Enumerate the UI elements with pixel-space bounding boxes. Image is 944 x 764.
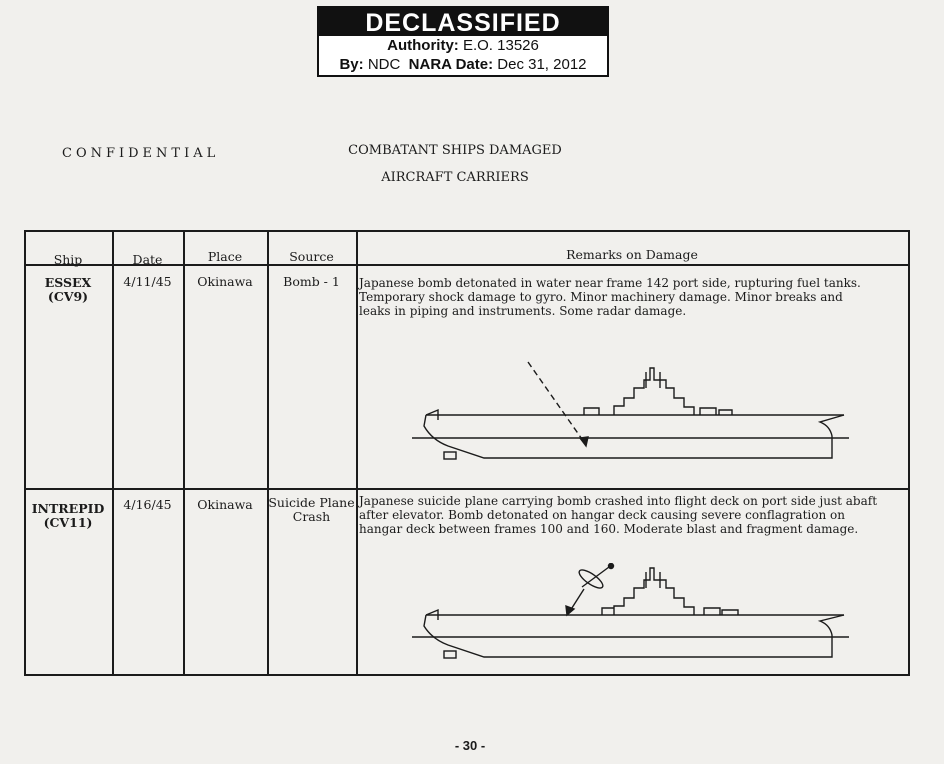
col-divider-remarks: [356, 230, 358, 676]
ship-hull-number: (CV11): [43, 515, 93, 530]
table-right-rule: [908, 230, 910, 676]
remarks-line: leaks in piping and instruments. Some radar damage.: [359, 304, 687, 318]
page-subtitle: AIRCRAFT CARRIERS: [381, 170, 529, 185]
col-divider-place: [183, 230, 185, 676]
damage-table: [24, 230, 910, 676]
damage-source-cont: Crash: [292, 509, 331, 524]
ship-name: INTREPID: [31, 501, 105, 516]
stamp-by-value: NDC: [367, 56, 401, 73]
damage-source: Bomb - 1: [283, 274, 340, 289]
stamp-title: DECLASSIFIED: [319, 8, 607, 36]
stamp-by-line: [319, 55, 607, 74]
remarks-line: Temporary shock damage to gyro. Minor machinery damage. Minor breaks and: [359, 290, 843, 304]
remarks-line: Japanese bomb detonated in water near frame 142 port side, rupturing fuel tanks.: [359, 276, 861, 290]
header-remarks: Remarks on Damage: [566, 247, 698, 262]
page-number: - 30 -: [454, 738, 486, 753]
table-top-rule: [24, 230, 910, 232]
page-title: COMBATANT SHIPS DAMAGED: [348, 143, 562, 158]
stamp-authority-line: [319, 36, 607, 55]
remarks-line: Japanese suicide plane carrying bomb crashed into flight deck on port side just abaft: [359, 494, 878, 508]
damage-place: Okinawa: [197, 497, 253, 512]
stamp-authority-value: E.O. 13526: [462, 37, 539, 54]
remarks-line: hangar deck between frames 100 and 160. Moderate blast and fragment damage.: [359, 522, 859, 536]
stamp-nara-value: Dec 31, 2012: [497, 56, 587, 73]
stamp-by-label: By:: [339, 56, 364, 73]
stamp-authority-label: Authority:: [387, 37, 459, 54]
col-divider-date: [112, 230, 114, 676]
damage-date: 4/16/45: [123, 497, 172, 512]
damage-source: Suicide Plane: [268, 495, 355, 510]
header-place: Place: [207, 249, 243, 264]
header-date: Date: [132, 252, 163, 267]
table-bottom-rule: [24, 674, 910, 676]
declassified-stamp: [317, 6, 609, 77]
damage-place: Okinawa: [197, 274, 253, 289]
header-source: Source: [289, 249, 334, 264]
damage-date: 4/11/45: [123, 274, 172, 289]
col-divider-source: [267, 230, 269, 676]
ship-name: ESSEX: [44, 275, 92, 290]
header-ship: Ship: [53, 252, 83, 267]
stamp-nara-label: NARA Date:: [408, 56, 494, 73]
carrier-profile-plane-crash-icon: [404, 563, 874, 668]
row-divider: [24, 488, 910, 490]
carrier-profile-bomb-near-miss-icon: [404, 360, 874, 470]
classification-label: CONFIDENTIAL: [62, 146, 220, 161]
remarks-line: after elevator. Bomb detonated on hangar deck causing severe conflagration on: [359, 508, 845, 522]
ship-hull-number: (CV9): [47, 289, 89, 304]
